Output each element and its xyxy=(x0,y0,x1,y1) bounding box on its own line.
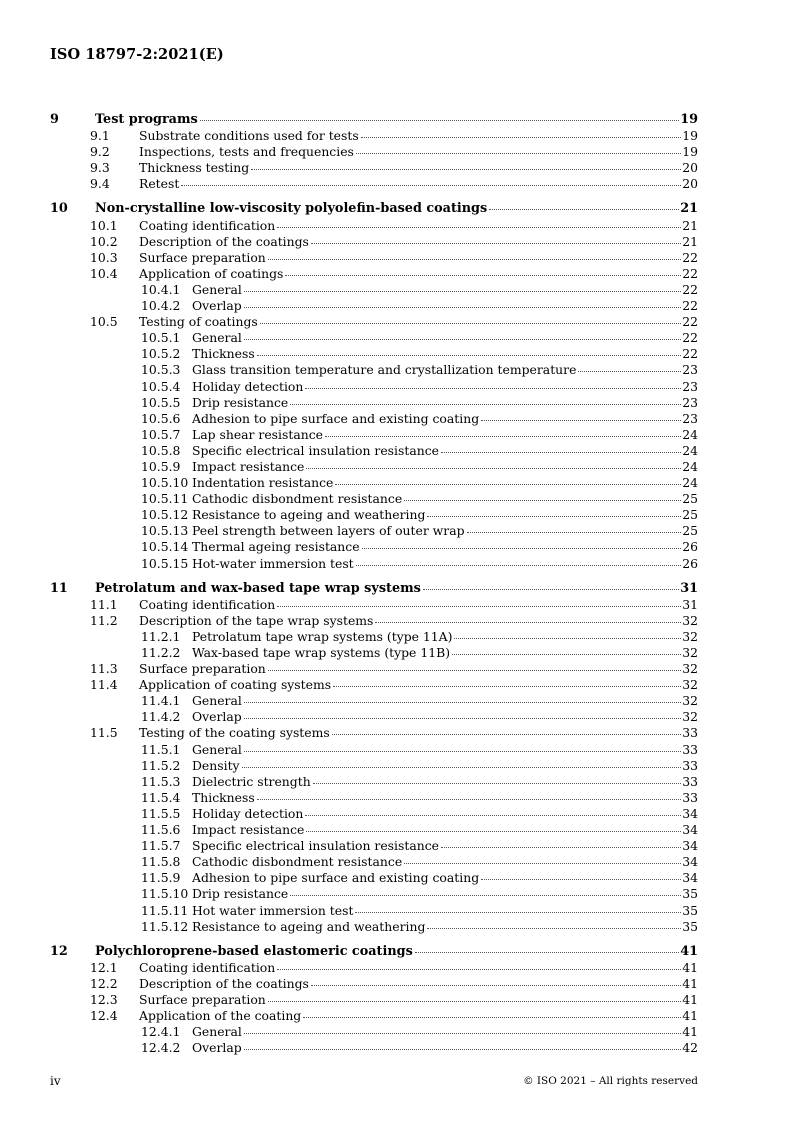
dot-leader xyxy=(200,120,679,121)
toc-subsection-entry[interactable] xyxy=(50,976,698,992)
dot-leader xyxy=(313,783,682,784)
toc-entry-page: 19 xyxy=(682,128,698,144)
toc-entry-title: Coating identification xyxy=(139,596,276,612)
toc-subsubsection-entry[interactable] xyxy=(50,507,698,523)
toc-subsubsection-entry[interactable] xyxy=(50,491,698,507)
toc-entry-page: 41 xyxy=(680,943,698,959)
toc-entry-title: Coating identification xyxy=(139,959,276,975)
toc-entry-title: Hot water immersion test xyxy=(192,902,354,918)
toc-entry-page: 22 xyxy=(682,346,698,362)
toc-entry-number: 11.5.4 xyxy=(141,789,181,805)
toc-entry-number: 10.5.4 xyxy=(141,378,181,394)
toc-entry-title: Testing of the coating systems xyxy=(139,725,330,741)
copyright-notice: © ISO 2021 – All rights reserved xyxy=(523,1075,698,1087)
dot-leader xyxy=(441,847,681,848)
dot-leader xyxy=(242,767,682,768)
toc-entry-number: 11 xyxy=(50,580,68,596)
toc-entry-number: 11.5.1 xyxy=(141,741,181,757)
toc-entry-title: Description of the coatings xyxy=(139,233,309,249)
toc-entry-number: 10.2 xyxy=(90,233,118,249)
toc-section-entry[interactable] xyxy=(50,944,698,960)
toc-subsubsection-entry[interactable] xyxy=(50,411,698,427)
toc-entry-title: Resistance to ageing and weathering xyxy=(192,918,426,934)
dot-leader xyxy=(244,751,681,752)
toc-entry-number: 12 xyxy=(50,943,68,959)
toc-entry-number: 11.5.7 xyxy=(141,838,181,854)
toc-entry-number: 10.4 xyxy=(90,265,118,281)
toc-entry-number: 10.5.6 xyxy=(141,410,181,426)
toc-subsubsection-entry[interactable] xyxy=(50,298,698,314)
toc-entry-title: Lap shear resistance xyxy=(192,426,323,442)
toc-entry-number: 11.5.9 xyxy=(141,870,181,886)
toc-entry-title: Resistance to ageing and weathering xyxy=(192,507,426,523)
toc-entry-title: Thickness testing xyxy=(139,160,250,176)
toc-subsubsection-entry[interactable] xyxy=(50,427,698,443)
toc-subsection-entry[interactable] xyxy=(50,250,698,266)
toc-entry-page: 23 xyxy=(682,362,698,378)
toc-entry-page: 23 xyxy=(682,378,698,394)
toc-entry-number: 11.5.12 xyxy=(141,918,189,934)
toc-entry-title: Hot-water immersion test xyxy=(192,555,354,571)
dot-leader xyxy=(311,985,681,986)
dot-leader xyxy=(244,1033,681,1034)
toc-entry-number: 11.3 xyxy=(90,661,118,677)
toc-entry-number: 9.3 xyxy=(90,160,110,176)
toc-subsubsection-entry[interactable] xyxy=(50,790,698,806)
toc-entry-title: Wax-based tape wrap systems (type 11B) xyxy=(192,645,451,660)
toc-subsubsection-entry[interactable] xyxy=(50,379,698,395)
toc-entry-number: 11.5.8 xyxy=(141,854,181,870)
toc-entry-number: 10.4.2 xyxy=(141,298,181,314)
toc-subsection-entry[interactable] xyxy=(50,266,698,282)
toc-entry-title: Retest xyxy=(139,176,180,192)
toc-entry-title: Indentation resistance xyxy=(192,475,334,491)
toc-subsubsection-entry[interactable] xyxy=(50,870,698,886)
toc-entry-number: 10.5.11 xyxy=(141,491,189,507)
toc-subsubsection-entry[interactable] xyxy=(50,758,698,774)
toc-entry-page: 20 xyxy=(682,176,698,192)
toc-entry-number: 10.5.5 xyxy=(141,394,181,410)
page-number: iv xyxy=(50,1074,61,1088)
toc-entry-number: 12.2 xyxy=(90,975,118,991)
toc-entry-number: 11.5.3 xyxy=(141,773,181,789)
toc-subsubsection-entry[interactable] xyxy=(50,475,698,491)
toc-subsection-entry[interactable] xyxy=(50,314,698,330)
toc-entry-page: 22 xyxy=(682,249,698,265)
toc-entry-number: 12.4 xyxy=(90,1008,118,1024)
dot-leader xyxy=(489,209,679,210)
toc-entry-title: Surface preparation xyxy=(139,249,266,265)
toc-entry-page: 34 xyxy=(682,854,698,870)
dot-leader xyxy=(355,912,681,913)
toc-entry-number: 9 xyxy=(50,112,59,127)
dot-leader xyxy=(268,1001,681,1002)
toc-subsection-entry[interactable] xyxy=(50,597,698,613)
toc-entry-page: 32 xyxy=(682,693,698,709)
toc-entry-title: Thermal ageing resistance xyxy=(192,539,360,555)
toc-entry-page: 34 xyxy=(682,822,698,838)
toc-entry-page: 24 xyxy=(682,458,698,474)
dot-leader xyxy=(285,275,681,276)
toc-entry-page: 41 xyxy=(682,959,698,975)
dot-leader xyxy=(290,895,681,896)
toc-entry-page: 23 xyxy=(682,410,698,426)
toc-subsubsection-entry[interactable] xyxy=(50,1040,698,1056)
dot-leader xyxy=(268,259,681,260)
toc-subsubsection-entry[interactable] xyxy=(50,330,698,346)
toc-section-entry[interactable] xyxy=(50,201,698,217)
dot-leader xyxy=(244,718,682,719)
toc-entry-number: 10.5.10 xyxy=(141,475,189,491)
toc-entry-page: 20 xyxy=(682,160,698,176)
toc-subsubsection-entry[interactable] xyxy=(50,282,698,298)
toc-entry-number: 11.5 xyxy=(90,725,118,741)
toc-entry-page: 33 xyxy=(682,725,698,741)
toc-entry-number: 10.5.7 xyxy=(141,426,181,442)
toc-subsubsection-entry[interactable] xyxy=(50,903,698,919)
toc-entry-title: Impact resistance xyxy=(192,822,305,838)
dot-leader xyxy=(404,500,681,501)
toc-entry-number: 11.4.2 xyxy=(141,709,181,725)
toc-subsubsection-entry[interactable] xyxy=(50,919,698,935)
toc-entry-title: General xyxy=(192,281,242,297)
dot-leader xyxy=(481,879,681,880)
dot-leader xyxy=(305,388,681,389)
toc-subsubsection-entry[interactable] xyxy=(50,806,698,822)
dot-leader xyxy=(332,734,682,735)
toc-entry-page: 24 xyxy=(682,442,698,458)
dot-leader xyxy=(578,371,681,372)
toc-entry-title: Adhesion to pipe surface and existing coating xyxy=(192,870,480,886)
table-of-contents xyxy=(50,112,698,1056)
toc-subsection-entry[interactable] xyxy=(50,160,698,176)
toc-entry-page: 33 xyxy=(682,789,698,805)
toc-entry-number: 10 xyxy=(50,201,68,217)
dot-leader xyxy=(362,548,682,549)
toc-entry-number: 10.5.3 xyxy=(141,362,181,378)
toc-entry-page: 21 xyxy=(680,201,698,217)
toc-entry-title: Non-crystalline low-viscosity polyolefin-based coatings xyxy=(95,201,488,217)
dot-leader xyxy=(452,654,681,655)
toc-entry-title: Holiday detection xyxy=(192,378,304,394)
toc-entry-page: 24 xyxy=(682,426,698,442)
toc-entry-page: 22 xyxy=(682,314,698,330)
toc-subsection-entry[interactable] xyxy=(50,661,698,677)
toc-entry-page: 22 xyxy=(682,298,698,314)
toc-entry-page: 22 xyxy=(682,265,698,281)
toc-subsubsection-entry[interactable] xyxy=(50,362,698,378)
toc-subsubsection-entry[interactable] xyxy=(50,774,698,790)
toc-entry-title: Overlap xyxy=(192,298,242,314)
toc-entry-number: 10.5.12 xyxy=(141,507,189,523)
dot-leader xyxy=(423,589,679,590)
toc-entry-number: 9.4 xyxy=(90,176,110,192)
toc-subsubsection-entry[interactable] xyxy=(50,539,698,555)
dot-leader xyxy=(427,928,681,929)
toc-subsubsection-entry[interactable] xyxy=(50,459,698,475)
toc-entry-page: 19 xyxy=(682,144,698,160)
dot-leader xyxy=(277,969,681,970)
toc-entry-title: Thickness xyxy=(192,346,255,362)
toc-entry-page: 31 xyxy=(682,596,698,612)
toc-entry-page: 26 xyxy=(682,555,698,571)
toc-entry-page: 24 xyxy=(682,475,698,491)
toc-entry-title: Drip resistance xyxy=(192,886,289,902)
toc-entry-page: 22 xyxy=(682,330,698,346)
toc-entry-page: 41 xyxy=(682,1008,698,1024)
dot-leader xyxy=(361,137,682,138)
toc-entry-page: 19 xyxy=(680,112,698,127)
toc-entry-title: Surface preparation xyxy=(139,661,266,677)
toc-entry-number: 10.4.1 xyxy=(141,281,181,297)
toc-subsubsection-entry[interactable] xyxy=(50,395,698,411)
dot-leader xyxy=(404,863,681,864)
toc-entry-title: Thickness xyxy=(192,789,255,805)
dot-leader xyxy=(257,355,682,356)
toc-subsubsection-entry[interactable] xyxy=(50,645,698,661)
toc-entry-title: Dielectric strength xyxy=(192,773,311,789)
toc-entry-title: Application of the coating xyxy=(139,1008,302,1024)
toc-entry-title: Inspections, tests and frequencies xyxy=(139,144,354,160)
toc-entry-title: Cathodic disbondment resistance xyxy=(192,854,403,870)
toc-entry-number: 11.2 xyxy=(90,612,118,628)
toc-entry-title: Holiday detection xyxy=(192,805,304,821)
toc-entry-title: Application of coating systems xyxy=(139,677,332,693)
toc-entry-number: 11.2.2 xyxy=(141,645,181,660)
toc-entry-page: 33 xyxy=(682,741,698,757)
toc-entry-page: 32 xyxy=(682,709,698,725)
toc-subsection-entry[interactable] xyxy=(50,613,698,629)
toc-entry-number: 12.3 xyxy=(90,991,118,1007)
toc-entry-number: 11.5.5 xyxy=(141,805,181,821)
toc-entry-number: 11.4 xyxy=(90,677,118,693)
toc-entry-page: 33 xyxy=(682,773,698,789)
toc-section-entry[interactable] xyxy=(50,581,698,597)
toc-entry-number: 10.5.1 xyxy=(141,330,181,346)
dot-leader xyxy=(181,185,681,186)
dot-leader xyxy=(251,169,681,170)
toc-subsubsection-entry[interactable] xyxy=(50,629,698,645)
toc-entry-number: 10.5.13 xyxy=(141,523,189,539)
toc-subsubsection-entry[interactable] xyxy=(50,1024,698,1040)
toc-entry-page: 21 xyxy=(682,233,698,249)
dot-leader xyxy=(305,815,681,816)
toc-entry-title: Application of coatings xyxy=(139,265,284,281)
dot-leader xyxy=(415,952,679,953)
toc-section-entry[interactable] xyxy=(50,112,698,128)
dot-leader xyxy=(244,307,682,308)
toc-entry-page: 21 xyxy=(682,217,698,233)
dot-leader xyxy=(277,606,681,607)
toc-entry-title: Cathodic disbondment resistance xyxy=(192,491,403,507)
dot-leader xyxy=(244,339,681,340)
toc-entry-number: 10.5.14 xyxy=(141,539,189,555)
toc-subsubsection-entry[interactable] xyxy=(50,693,698,709)
toc-entry-number: 10.5.15 xyxy=(141,555,189,571)
toc-entry-title: Description of the coatings xyxy=(139,975,309,991)
dot-leader xyxy=(454,638,681,639)
toc-subsection-entry[interactable] xyxy=(50,218,698,234)
dot-leader xyxy=(244,702,681,703)
dot-leader xyxy=(311,243,681,244)
toc-subsubsection-entry[interactable] xyxy=(50,886,698,902)
section-gap xyxy=(50,935,698,944)
toc-subsubsection-entry[interactable] xyxy=(50,346,698,362)
toc-entry-title: Substrate conditions used for tests xyxy=(139,128,359,144)
dot-leader xyxy=(290,404,681,405)
toc-entry-number: 10.1 xyxy=(90,217,118,233)
toc-entry-title: Description of the tape wrap systems xyxy=(139,612,374,628)
toc-subsection-entry[interactable] xyxy=(50,992,698,1008)
toc-entry-title: Drip resistance xyxy=(192,394,289,410)
toc-entry-title: Test programs xyxy=(95,112,198,127)
toc-entry-number: 10.5 xyxy=(90,314,118,330)
toc-entry-title: General xyxy=(192,330,242,346)
toc-entry-number: 11.5.11 xyxy=(141,902,189,918)
toc-entry-page: 32 xyxy=(682,628,698,644)
section-gap xyxy=(50,192,698,201)
dot-leader xyxy=(481,420,681,421)
toc-entry-title: General xyxy=(192,693,242,709)
toc-entry-page: 31 xyxy=(680,580,698,596)
toc-entry-title: Testing of coatings xyxy=(139,314,258,330)
toc-entry-number: 12.4.1 xyxy=(141,1024,181,1040)
toc-subsection-entry[interactable] xyxy=(50,234,698,250)
toc-entry-number: 12.1 xyxy=(90,959,118,975)
dot-leader xyxy=(356,153,681,154)
dot-leader xyxy=(303,1017,681,1018)
toc-entry-page: 32 xyxy=(682,645,698,660)
toc-entry-page: 26 xyxy=(682,539,698,555)
toc-entry-page: 25 xyxy=(682,523,698,539)
toc-subsection-entry[interactable] xyxy=(50,960,698,976)
toc-entry-page: 41 xyxy=(682,975,698,991)
toc-entry-number: 10.5.9 xyxy=(141,458,181,474)
dot-leader xyxy=(244,1049,682,1050)
toc-entry-page: 42 xyxy=(682,1040,698,1056)
toc-subsubsection-entry[interactable] xyxy=(50,838,698,854)
toc-entry-title: Overlap xyxy=(192,709,242,725)
dot-leader xyxy=(335,484,681,485)
toc-entry-title: Specific electrical insulation resistance xyxy=(192,838,439,854)
dot-leader xyxy=(277,227,681,228)
section-gap xyxy=(50,572,698,581)
dot-leader xyxy=(260,323,681,324)
toc-entry-title: Impact resistance xyxy=(192,458,305,474)
toc-subsubsection-entry[interactable] xyxy=(50,822,698,838)
toc-subsubsection-entry[interactable] xyxy=(50,443,698,459)
toc-entry-number: 11.5.10 xyxy=(141,886,189,902)
dot-leader xyxy=(333,686,681,687)
dot-leader xyxy=(325,436,681,437)
dot-leader xyxy=(427,516,681,517)
toc-entry-page: 41 xyxy=(682,991,698,1007)
toc-entry-title: Overlap xyxy=(192,1040,242,1056)
toc-entry-page: 23 xyxy=(682,394,698,410)
toc-subsection-entry[interactable] xyxy=(50,144,698,160)
toc-subsubsection-entry[interactable] xyxy=(50,742,698,758)
document-id-header: ISO 18797-2:2021(E) xyxy=(50,46,224,63)
toc-entry-page: 25 xyxy=(682,507,698,523)
toc-entry-title: Polychloroprene-based elastomeric coatings xyxy=(95,943,413,959)
dot-leader xyxy=(356,565,682,566)
toc-entry-number: 9.2 xyxy=(90,144,110,160)
toc-entry-page: 34 xyxy=(682,805,698,821)
dot-leader xyxy=(306,831,681,832)
toc-subsubsection-entry[interactable] xyxy=(50,854,698,870)
toc-entry-page: 41 xyxy=(682,1024,698,1040)
toc-entry-title: General xyxy=(192,741,242,757)
toc-subsection-entry[interactable] xyxy=(50,176,698,192)
dot-leader xyxy=(306,468,681,469)
toc-entry-title: Surface preparation xyxy=(139,991,266,1007)
toc-entry-title: Petrolatum and wax-based tape wrap systems xyxy=(95,580,421,596)
toc-subsubsection-entry[interactable] xyxy=(50,556,698,572)
toc-entry-page: 34 xyxy=(682,870,698,886)
toc-entry-number: 10.5.2 xyxy=(141,346,181,362)
toc-entry-page: 35 xyxy=(682,902,698,918)
toc-entry-number: 11.4.1 xyxy=(141,693,181,709)
toc-entry-page: 34 xyxy=(682,838,698,854)
dot-leader xyxy=(257,799,682,800)
toc-entry-title: Specific electrical insulation resistance xyxy=(192,442,439,458)
dot-leader xyxy=(467,532,682,533)
toc-entry-title: General xyxy=(192,1024,242,1040)
toc-entry-number: 11.2.1 xyxy=(141,628,181,644)
toc-entry-number: 11.1 xyxy=(90,596,118,612)
toc-entry-number: 11.5.6 xyxy=(141,822,181,838)
toc-entry-title: Adhesion to pipe surface and existing coating xyxy=(192,410,480,426)
dot-leader xyxy=(244,291,681,292)
toc-entry-page: 35 xyxy=(682,886,698,902)
toc-subsection-entry[interactable] xyxy=(50,677,698,693)
toc-entry-number: 10.3 xyxy=(90,249,118,265)
toc-entry-page: 32 xyxy=(682,661,698,677)
dot-leader xyxy=(268,670,681,671)
toc-entry-number: 11.5.2 xyxy=(141,757,181,773)
toc-entry-page: 32 xyxy=(682,612,698,628)
dot-leader xyxy=(441,452,681,453)
toc-entry-number: 10.5.8 xyxy=(141,442,181,458)
toc-entry-number: 12.4.2 xyxy=(141,1040,181,1056)
toc-subsubsection-entry[interactable] xyxy=(50,709,698,725)
toc-entry-page: 25 xyxy=(682,491,698,507)
toc-entry-title: Coating identification xyxy=(139,217,276,233)
toc-entry-page: 32 xyxy=(682,677,698,693)
dot-leader xyxy=(375,622,681,623)
toc-entry-page: 33 xyxy=(682,757,698,773)
toc-subsubsection-entry[interactable] xyxy=(50,523,698,539)
toc-entry-page: 35 xyxy=(682,918,698,934)
toc-subsection-entry[interactable] xyxy=(50,128,698,144)
toc-entry-number: 9.1 xyxy=(90,128,110,144)
toc-entry-title: Peel strength between layers of outer wrap xyxy=(192,523,465,539)
toc-entry-title: Density xyxy=(192,757,240,773)
toc-subsection-entry[interactable] xyxy=(50,1008,698,1024)
toc-subsection-entry[interactable] xyxy=(50,725,698,741)
toc-entry-title: Glass transition temperature and crystallization temperature xyxy=(192,362,577,378)
toc-entry-title: Petrolatum tape wrap systems (type 11A) xyxy=(192,628,453,644)
toc-entry-page: 22 xyxy=(682,281,698,297)
